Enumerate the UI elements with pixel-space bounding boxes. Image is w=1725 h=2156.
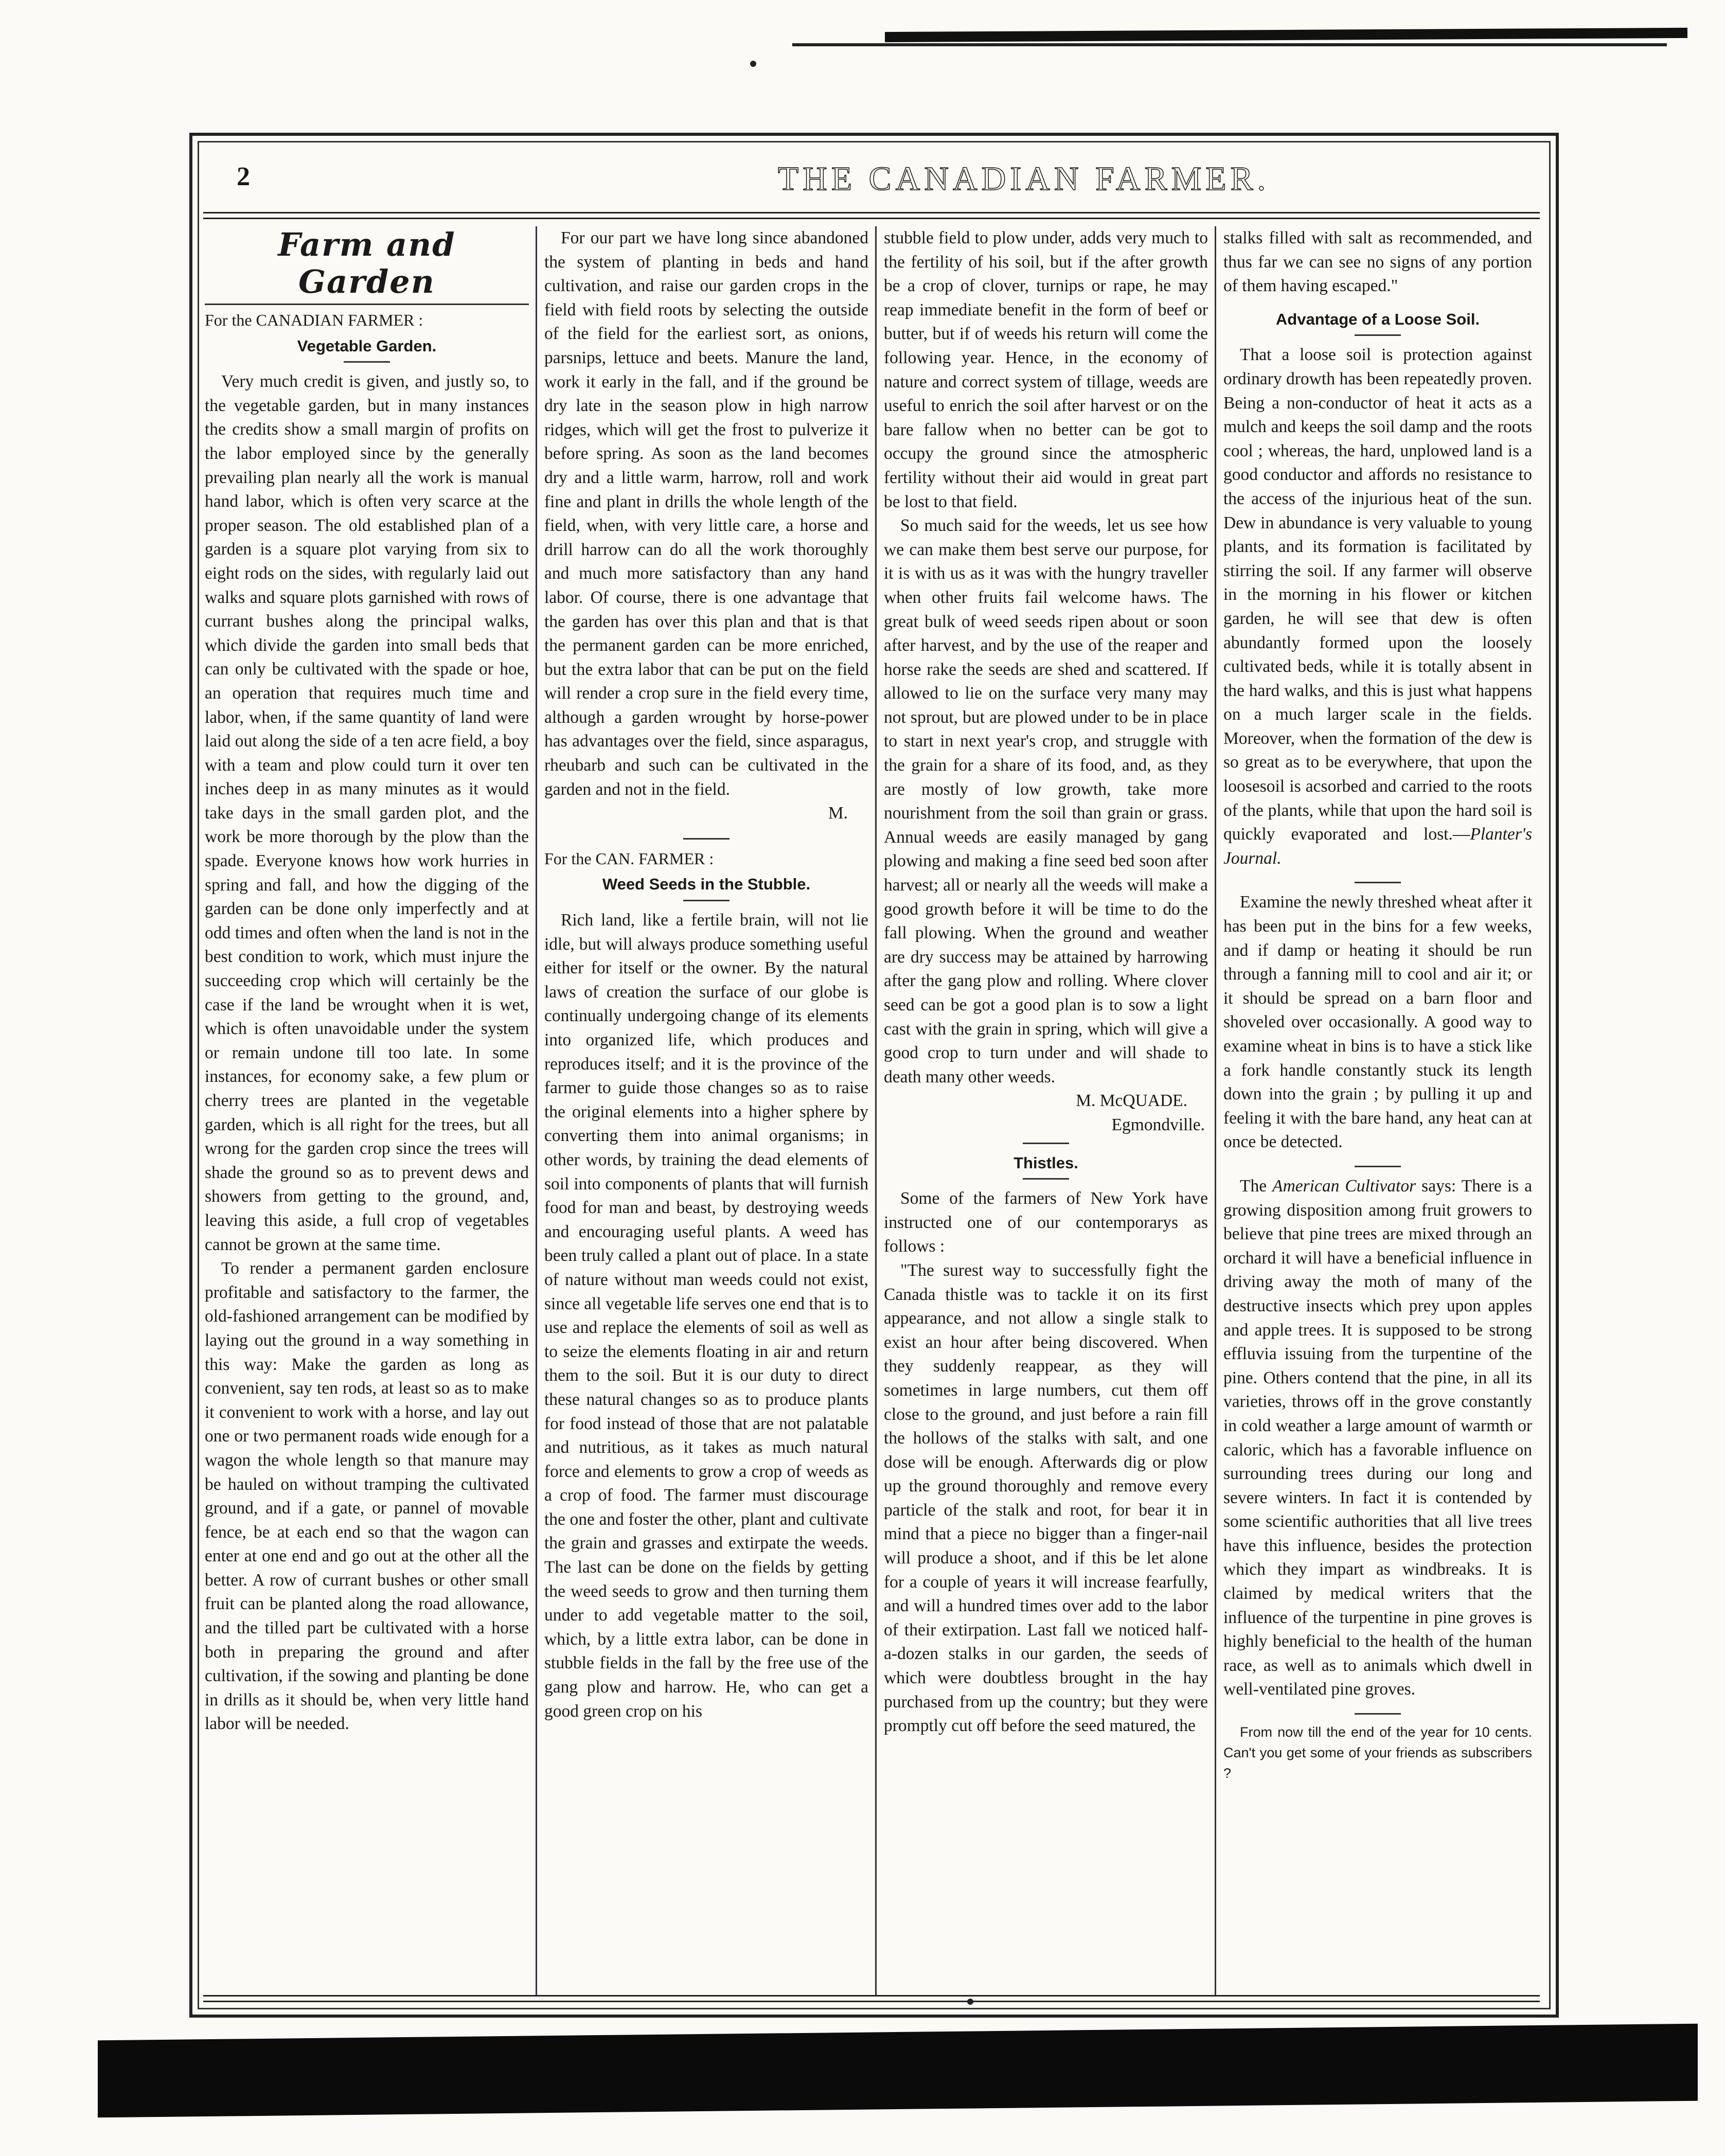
column-1 <box>205 226 529 1996</box>
scan-speck <box>750 61 756 67</box>
column-divider <box>536 226 537 1996</box>
paragraph: So much said for the weeds, let us see how we can make them best serve our purpose, for it is with us as it was with the hungry traveller when other fruits fail welcome haws. The great bulk of weed seeds ripen about or soon after harvest, and by the use of the reaper and horse rake the seeds are shed and scattered. If allowed to lie on the surface very many may not sprout, but are plowed under to be in place to start in next year's crop, and struggle with the grain for a share of its food, and, as they are mostly of low growth, take more nourishment from the soil than grain or grass. Annual weeds are easily managed by gang plowing and making a fine seed bed soon after harvest; all or nearly all the weeds will make a good growth before it will be time to do the fall plowing. When the ground and weather are dry success may be attained by harrowing after the gang plow and rolling. Where clover seed can be got a good plan is to sow a light cast with the grain in spring, which will give a good crop to turn under and will shade to death many other weeds. <box>884 516 1208 1086</box>
article-title: Weed Seeds in the Stubble. <box>602 875 811 894</box>
column-4 <box>1223 226 1532 1996</box>
paragraph: To render a permanent garden enclosure profitable and satisfactory to the farmer, the old-fashioned arrangement can be modified by laying out the ground in a way something in this way: Make the garden as long as convenient, say ten rods, at least so as to make it convenient to work with a horse, and lay out one or two permanent roads wide enough for a wagon the whole length so that manure may be hauled on without tramping the cultivated ground, and if a gate, or pannel of movable fence, be at each end so that the wagon can enter at one end and go out at the other all the better. A row of currant bushes or other small fruit can be planted along the road allowance, and the tilled part be cultivated with a horse both in preparing the ground and after cultivation, if the sowing and planting be done in drills as it should be, when very little hand labor will be needed. <box>205 1259 529 1734</box>
title-rule <box>683 900 730 901</box>
newspaper-title: THE CANADIAN FARMER. <box>777 160 1270 198</box>
signature-place: Egmondville. <box>1111 1115 1205 1134</box>
column-3 <box>884 226 1208 1996</box>
article-title: Advantage of a Loose Soil. <box>1275 310 1480 328</box>
paragraph-text: says: There is a growing disposition among fruit growers to believe that pine trees are mixed through an orchard it will have a beneficial influence in driving away the moth of many of the destructive insects which prey upon apples and apple trees. It is supposed to be strong effluvia issuing from the turpentine of the pine. Others contend that the pine, in all its varieties, throws off in the grove constantly in cold weather a large amount of warmth or caloric, which has a favorable influence on surrounding trees during our long and severe winters. In fact it is contended by some scientific authorities that all live trees have this influence, besides the protection which they impart as windbreaks. It is claimed by medical writers that the influence of the turpentine in pine groves is highly beneficial to the health of the human race, as well as to animals which dwell in well-ventilated pine groves. <box>1223 1176 1532 1699</box>
paragraph <box>1223 1174 1532 1702</box>
heading-rule <box>205 304 529 305</box>
paragraph: stalks filled with salt as recommended, and thus far we can see no signs of any portion of them having escaped." <box>1223 228 1532 296</box>
paragraph: Rich land, like a fertile brain, will not lie idle, but will always produce something useful either for itself or the owner. By the natural laws of creation the surface of our globe is continually undergoing change of its elements into organized life, which produces and reproduces itself; and it is the province of the farmer to guide those changes so as to raise the original elements into a higher sphere by converting them into animal organisms; in other words, by training the dead elements of soil into components of plants that will furnish food for man and beast, by destroying weeds and encouraging useful plants. A weed has been truly called a plant out of place. In a state of nature without man weeds could not exist, since all vegetable life serves one end that is to use and replace the elements of soil as well as to seize the elements floating in air and return them to the soil. But it is our duty to direct these natural changes so as to produce plants for food instead of those that are not palatable and nutritious, as it takes as much natural force and elements to grow a crop of weeds as a crop of food. The farmer must discourage the one and foster the other, plant and cultivate the grain and grasses and extirpate the weeds. The last can be done on the fields by getting the weed seeds to grow and then turning them under to add vegetable matter to the soil, which, by a little extra labor, can be done in stubble fields in the fall by the free use of the gang plow and harrow. He, who can get a good green crop on his <box>544 911 868 1721</box>
publication-name: American Cultivator <box>1272 1176 1416 1196</box>
scan-edge-bottom <box>98 2024 1698 2118</box>
scan-edge-top-line <box>792 43 1667 46</box>
column-divider <box>875 226 877 1996</box>
paragraph: Examine the newly threshed wheat after it has been put in the bins for a few weeks, and if damp or heating it should be run through a fanning mill to cool and air it; or it should be spread on a barn floor and shoveled over occasionally. A good way to examine wheat in bins is to have a stick like a fork handle constantly stuck its length down into the grain ; by pulling it up and feeling it with the bare hand, any heat can at once be detected. <box>1223 893 1532 1152</box>
article-separator <box>1355 882 1401 883</box>
paragraph <box>1223 343 1532 870</box>
column-2 <box>544 226 868 1996</box>
paragraph: For our part we have long since abandoned the system of planting in beds and hand cultivation, and raise our garden crops in the field with field roots by selecting the outside of the field for the earliest sort, as onions, parsnips, lettuce and beets. Manure the land, work it early in the fall, and if the ground be dry late in the season plow in high narrow ridges, which will get the frost to pulverize it before spring. As soon as the land becomes dry and a little warm, harrow, roll and work fine and plant in drills the whole length of the field, when, with very little care, a horse and drill harrow can do all the work thoroughly and much more satisfactory than any hand labor. Of course, there is one advantage that the garden has over this plan and that is that the permanent garden can be more enriched, but the extra labor that can be put on the field will render a crop sure in the field every time, although a garden wrought by horse-power has advantages over the field, since asparagus, rheubarb and such can be cultivated in the garden and not in the field. <box>544 228 868 799</box>
page-number: 2 <box>237 162 250 191</box>
attribution-line: For the CAN. FARMER : <box>544 849 714 868</box>
subscription-note: From now till the end of the year for 10 cents. Can't you get some of your friends as subscribers ? <box>1223 1724 1532 1781</box>
title-rule <box>344 361 390 363</box>
scan-edge-top <box>885 28 1687 42</box>
column-divider <box>1215 226 1216 1996</box>
signature: M. McQUADE. <box>1076 1091 1187 1111</box>
attribution-line: For the CANADIAN FARMER : <box>205 311 423 329</box>
article-separator <box>683 838 730 840</box>
article-title: Vegetable Garden. <box>297 336 437 355</box>
paragraph: stubble field to plow under, adds very much to the fertility of his soil, but if the after growth be a crop of clover, turnips or rape, he may reap immediate benefit in the form of beef or butter, but if of weeds his return will come the following year. Hence, in the economy of nature and correct system of tillage, weeds are useful to enrich the soil after harvest or on the bare fallow when no better can be got to occupy the ground since the atmospheric fertility without their aid would in great part be lost to that field. <box>884 228 1208 511</box>
masthead <box>237 159 1523 198</box>
signature: M. <box>828 804 848 823</box>
title-rule <box>1023 1178 1069 1180</box>
article-separator <box>1023 1143 1069 1144</box>
paragraph: Very much credit is given, and justly so, to the vegetable garden, but in many instances the credits show a small margin of profits on the labor employed since by the generally prevailing plan nearly all the work is manual hand labor, which is often very scarce at the proper season. The old established plan of a garden is a square plot varying from six to eight rods on the sides, with regularly laid out walks and square plots garnished with rows of currant bushes along the principal walks, which divide the garden into small beds that can only be cultivated with the spade or hoe, an operation that requires much time and labor, when, if the same quantity of land were laid out along the side of a ten acre field, a boy with a team and plow could turn it over ten inches deep in as many minutes as it would take days in the small garden plot, and the work be more thorough by the plow than the spade. Everyone knows how work hurries in spring and fall, and how the digging of the garden can be done only imperfectly and at odd times and often when the land is not in the best condition to work, which must injure the succeeding crop which will certainly be the case if the land be wrought when it is wet, which is often unavoidable under the system or remain undone till too late. In some instances, for economy sake, a few plum or cherry trees are planted in the vegetable garden, which is all right for the trees, but all wrong for the garden crop since the trees will shade the ground so as to prevent dews and showers from getting to the ground, and, leaving this aside, a full crop of vegetables cannot be grown at the same time. <box>205 372 529 1254</box>
paragraph: Some of the farmers of New York have instructed one of our contemporarys as follows : <box>884 1189 1208 1256</box>
paragraph: "The surest way to successfully fight the Canada thistle was to tackle it on its first appearance, and not allow a single stalk to exist an hour after being discovered. When they suddenly reappear, as they will sometimes in large numbers, cut them off close to the ground, and just before a rain fill the hollows of the stalks with salt, and one dose will be enough. Afterwards dig or plow up the ground thoroughly and remove every particle of the stalk and root, for bear it in mind that a piece no bigger than a finger-nail will produce a shoot, and if this be let alone for a couple of years it will increase fearfully, and will a hundred times over add to the labor of their extirpation. Last fall we noticed half-a-dozen stalks in our garden, the seeds of which were doubtless brought in the hay purchased from up the country; but they were promptly cut off before the seed matured, the <box>884 1260 1208 1736</box>
bottom-rule <box>203 1995 1540 2002</box>
section-heading: Farm and Garden <box>278 226 456 300</box>
title-rule <box>1355 334 1401 336</box>
paragraph-lead: The <box>1240 1176 1273 1196</box>
article-separator <box>1355 1166 1401 1167</box>
article-title: Thistles. <box>1013 1153 1078 1172</box>
masthead-rule <box>203 212 1540 219</box>
source-credit: Planter's Journal. <box>1223 825 1532 868</box>
paragraph-text: That a loose soil is protection against ordinary drowth has been repeatedly proven. Being a non-conductor of heat it acts as a mulch and keeps the soil damp and the roots cool ; whereas, the hard, unplowed land is a good conductor and affords no resistance to the access of the injurious heat of the sun. Dew in abundance is very valuable to young plants, and its formation is facilitated by stirring the soil. If any farmer will observe in the morning in his flower or kitchen garden, he will see that dew is often abundantly formed upon the loosely cultivated beds, while it is totally absent in the hard walks, and this is just what happens on a much larger scale in the fields. Moreover, when the formation of the dew is so great as to be everywhere, that upon the loosesoil is acsorbed and carried to the roots of the plants, while that upon the hard soil is quickly evaporated and lost.— <box>1223 345 1532 844</box>
article-separator <box>1355 1713 1401 1715</box>
